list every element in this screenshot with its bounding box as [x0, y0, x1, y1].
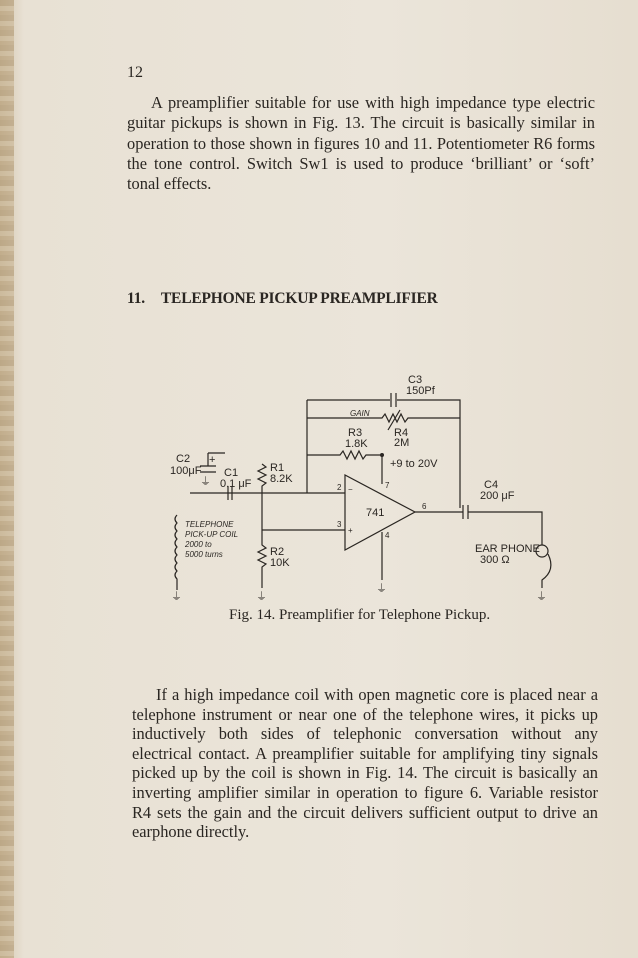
ground-coil: ⏚	[171, 591, 182, 603]
coil-label-2: PICK-UP COIL	[185, 530, 239, 539]
earphone-label-2: 300 Ω	[480, 554, 510, 566]
c4-name-label: C4	[484, 479, 499, 491]
gain-label: GAIN	[350, 409, 370, 418]
c1-name-label: C1	[224, 467, 239, 479]
r2-name-label: R2	[270, 546, 285, 558]
section-heading	[127, 290, 438, 308]
c2-plus-label: +	[209, 454, 216, 466]
c1-value-label: 0.1 μF	[220, 478, 252, 490]
pickup-coil	[175, 515, 177, 590]
coil-label-3: 2000 to	[185, 540, 212, 549]
pin7-label: 7	[385, 481, 390, 490]
ground-r2: ⏚	[256, 591, 267, 603]
earphone-label-1: EAR PHONE	[475, 543, 540, 555]
c2-value-label: 100μF	[170, 465, 202, 477]
r4-resistor	[307, 414, 460, 422]
c4-value-label: 200 μF	[480, 490, 515, 502]
r3-value-label: 1.8K	[345, 438, 368, 450]
section-title: TELEPHONE PICKUP PREAMPLIFIER	[160, 290, 438, 307]
intro-paragraph: A preamplifier suitable for use with high impedance type electric guitar pickups is shown in Fig. 13. The circuit is basically similar in operation to those shown in figures 10 and 11. Potentiometer R6 forms the tone control. Switch Sw1 is used to produce ‘brilliant’ or ‘soft’ tonal effects.	[127, 93, 595, 194]
section-number: 11.	[127, 290, 145, 307]
r3-name-label: R3	[348, 427, 363, 439]
opamp-plus: +	[348, 526, 353, 535]
coil-label-1: TELEPHONE	[185, 520, 234, 529]
r2-resistor	[258, 493, 266, 588]
ground-pin4: ⏚	[376, 583, 387, 595]
c4-output-wire	[468, 512, 542, 545]
r1-resistor	[258, 464, 266, 493]
body-paragraph: If a high impedance coil with open magnetic core is placed near a telephone instrument or near one of the telephone wires, it picks up inductively both sides of telephonic conversation without any electrical contact. A preamplifier suitable for amplifying tiny signals picked up by the coil is shown in Fig. 14. The circuit is basically an inverting amplifier similar in operation to figure 6. Variable resistor R4 sets the gain and the circuit delivers sufficient output to drive an earphone directly.	[132, 685, 598, 842]
r2-value-label: 10K	[270, 557, 290, 569]
supply-label: +9 to 20V	[390, 458, 438, 470]
figure-caption: Fig. 14. Preamplifier for Telephone Pickup.	[229, 607, 491, 623]
r4-name-label: R4	[394, 427, 409, 439]
ground-earphone: ⏚	[536, 591, 547, 603]
page-number: 12	[127, 64, 143, 81]
earphone-lead	[542, 554, 551, 588]
pin6-label: 6	[422, 502, 427, 511]
c2-ground-label: ⏚	[200, 476, 211, 488]
r4-value-label: 2M	[394, 437, 410, 449]
c3-name-label: C3	[408, 374, 423, 386]
circuit-diagram	[150, 360, 570, 605]
c2-name-label: C2	[176, 453, 191, 465]
opamp-minus: −	[348, 485, 353, 494]
r3-resistor	[307, 451, 382, 459]
opamp-label: 741	[366, 507, 385, 519]
r1-value-label: 8.2K	[270, 473, 293, 485]
coil-label-4: 5000 turns	[185, 550, 223, 559]
c3-value-label: 150Pf	[406, 385, 435, 397]
pin3-label: 3	[337, 520, 342, 529]
page-spine-edge	[0, 0, 14, 958]
pin4-label: 4	[385, 531, 390, 540]
pin2-label: 2	[337, 483, 342, 492]
r1-name-label: R1	[270, 462, 285, 474]
